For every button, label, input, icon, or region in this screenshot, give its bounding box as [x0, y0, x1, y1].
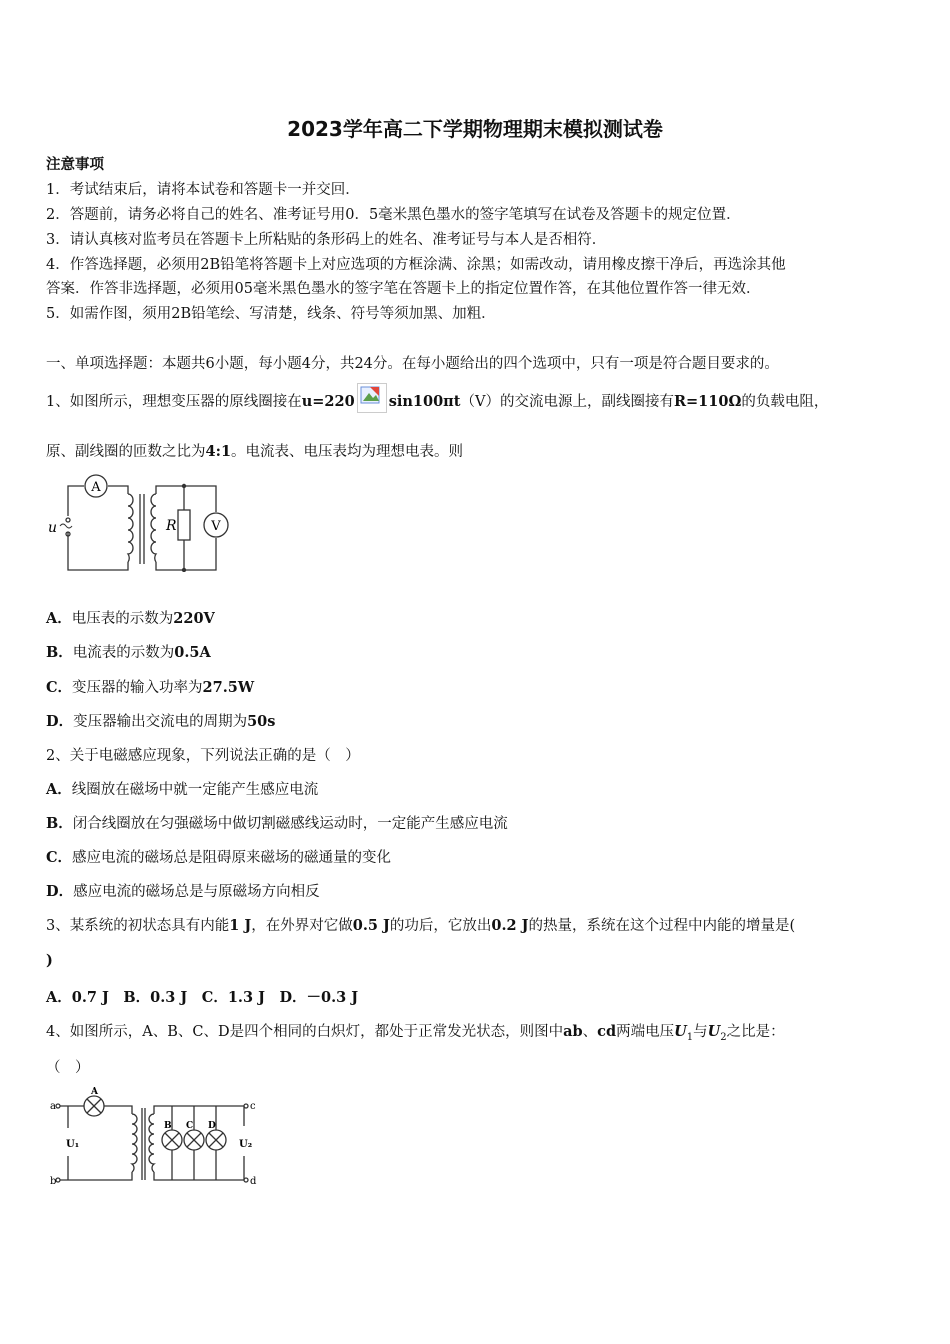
q1-stem-text: （V）的交流电源上，副线圈接有 [460, 394, 674, 410]
option-label: A． [46, 781, 72, 798]
q1-stem [46, 390, 828, 413]
q1-stem-ratio: 4:1 [205, 443, 232, 460]
section-heading: 一、单项选择题：本题共6小题，每小题4分，共24分。在每小题给出的四个选项中，只有一项是符合题目要求的。 [46, 356, 779, 372]
q4-stem-text: 之比是： [726, 1024, 785, 1040]
lamp-d-label: D [208, 1121, 216, 1131]
q4-stem-term: ab [563, 1023, 583, 1040]
q2-option-a [46, 778, 318, 799]
lamp-b-label: B [164, 1121, 172, 1131]
q1-stem-formula: u=220 [301, 393, 355, 410]
q3-stem-text: 的功后，它放出 [389, 918, 492, 934]
ammeter-label: A [91, 480, 101, 495]
resistor-label: R [166, 518, 177, 534]
q4-u2-sub: 2 [720, 1031, 727, 1043]
terminal-a-label: a [50, 1101, 56, 1112]
q1-stem-text: 的负载电阻， [741, 394, 829, 410]
q4-stem-text: 、 [582, 1024, 598, 1040]
q3-stem-text: 3、某系统的初状态具有内能 [46, 918, 230, 934]
broken-image-icon [357, 383, 387, 413]
notice-heading: 注意事项 [46, 156, 104, 173]
q3-stem-text: 的热量，系统在这个过程中内能的增量是( [528, 918, 796, 934]
terminal-c-label: c [250, 1101, 256, 1112]
q2-stem: 2、关于电磁感应现象，下列说法正确的是（ ） [46, 748, 360, 764]
option-value: 27.5W [202, 679, 255, 696]
q1-stem-text: 。电流表、电压表均为理想电表。则 [231, 444, 464, 460]
q4-stem-text: 与 [693, 1024, 708, 1040]
q4-stem-text: 4、如图所示，A、B、C、D是四个相同的白炽灯，都处于正常发光状态，则图中 [46, 1024, 564, 1040]
q4-stem [46, 1020, 785, 1043]
terminal-b-label: b [50, 1176, 57, 1187]
q4-stem-term: cd [597, 1023, 617, 1040]
q2-option-b [46, 812, 508, 833]
q1-transformer-diagram [46, 472, 236, 572]
q4-lamps-diagram [46, 1086, 266, 1190]
notice-item: 2．答题前，请务必将自己的姓名、准考证号用0．5毫米黑色墨水的签字笔填写在试卷及答题卡的规定位置． [46, 207, 741, 223]
q2-option-d [46, 880, 320, 901]
q1-stem-formula: sin100πt [388, 393, 461, 410]
terminal-d-label: d [250, 1176, 257, 1187]
q4-stem-text: 两端电压 [616, 1024, 675, 1040]
option-text: 变压器输出交流电的周期为 [73, 714, 248, 730]
source-label: u [48, 520, 58, 536]
u2-label: U₂ [239, 1139, 253, 1150]
q4-u1: U [674, 1023, 687, 1040]
page-title: 2023学年高二下学期物理期末模拟测试卷 [287, 117, 663, 141]
option-text: 变压器的输入功率为 [72, 680, 203, 696]
q1-stem-text: 1、如图所示，理想变压器的原线圈接在 [46, 394, 302, 410]
q1-stem-text: 原、副线圈的匝数之比为 [46, 444, 206, 460]
notice-item: 答案．作答非选择题，必须用05毫米黑色墨水的签字笔在答题卡上的指定位置作答，在其他位置作答一律无效． [46, 281, 761, 297]
q2-option-c [46, 846, 391, 867]
option-text: 电流表的示数为 [72, 645, 175, 661]
lamp-c-label: C [186, 1121, 194, 1131]
q1-option-a [46, 607, 215, 628]
u1-label: U₁ [66, 1139, 80, 1150]
option-label: D． [46, 883, 74, 900]
q1-stem-line2 [46, 440, 463, 461]
option-text: 线圈放在磁场中就一定能产生感应电流 [71, 782, 319, 798]
option-value: 0.5A [174, 644, 211, 661]
q3-stem-close: ) [46, 952, 53, 969]
q3-stem-value: 0.2 J [491, 917, 529, 934]
option-label: D． [46, 713, 74, 730]
notice-item: 5．如需作图，须用2B铅笔绘、写清楚，线条、符号等须加黑、加粗． [46, 306, 496, 322]
voltmeter-label: V [211, 519, 221, 534]
q3-stem-value: 1 J [229, 917, 252, 934]
notice-item: 3．请认真核对监考员在答题卡上所粘贴的条形码上的姓名、准考证号与本人是否相符． [46, 232, 607, 248]
q1-option-d [46, 710, 275, 731]
option-text: 闭合线圈放在匀强磁场中做切割磁感线运动时，一定能产生感应电流 [72, 816, 508, 832]
q3-stem-value: 0.5 J [352, 917, 390, 934]
option-value: 50s [247, 713, 276, 730]
notice-item: 1．考试结束后，请将本试卷和答题卡一并交回． [46, 182, 360, 198]
q3-stem-text: ，在外界对它做 [251, 918, 353, 934]
option-text: 感应电流的磁场总是阻碍原来磁场的磁通量的变化 [72, 850, 392, 866]
q4-u1-sub: 1 [686, 1031, 694, 1043]
option-label: B． [46, 815, 73, 832]
notice-item: 4．作答选择题，必须用2B铅笔将答题卡上对应选项的方框涂满、涂黑；如需改动，请用橡皮擦干净后，再选涂其他 [46, 257, 786, 273]
option-label: A． [46, 610, 72, 627]
option-text: 电压表的示数为 [71, 611, 174, 627]
q1-stem-formula: R=110Ω [673, 393, 742, 410]
lamp-a-label: A [91, 1087, 98, 1097]
q1-option-c [46, 676, 254, 697]
option-label: C． [46, 679, 73, 696]
q3-options: A．0.7 J B．0.3 J C．1.3 J D．－0.3 J [46, 989, 359, 1006]
option-label: B． [46, 644, 73, 661]
option-label: C． [46, 849, 73, 866]
option-value: 220V [173, 610, 215, 627]
q3-stem [46, 914, 795, 935]
option-text: 感应电流的磁场总是与原磁场方向相反 [73, 884, 320, 900]
q4-paren: （ ） [46, 1060, 90, 1076]
q4-u2: U [707, 1023, 721, 1040]
q1-option-b [46, 641, 211, 662]
